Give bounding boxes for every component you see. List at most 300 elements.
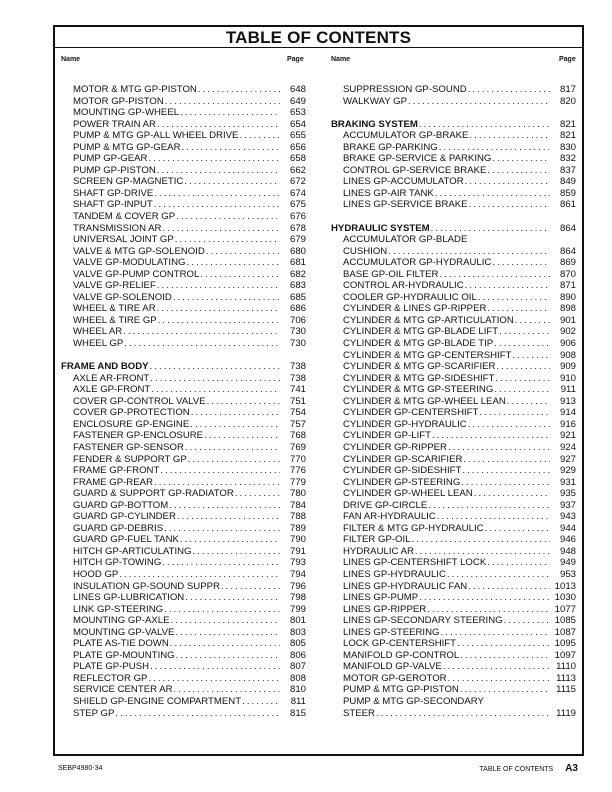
- entry-page-number: 908: [559, 349, 576, 361]
- dot-leader: [437, 511, 550, 523]
- dot-leader: [207, 396, 280, 408]
- toc-section-header[interactable]: [331, 119, 576, 131]
- toc-entry[interactable]: [61, 419, 306, 431]
- toc-entry[interactable]: [331, 465, 576, 477]
- entry-name: ACCUMULATOR GP-BLADE: [343, 234, 468, 246]
- entry-page-number: 674: [289, 187, 306, 199]
- entry-page-number: 953: [559, 568, 576, 580]
- entry-page-number: 815: [289, 707, 306, 719]
- entry-page-number: 780: [289, 488, 306, 500]
- entry-name: BRAKE GP-PARKING: [343, 141, 438, 153]
- toc-entry[interactable]: [61, 673, 306, 685]
- entry-name: TRANSMISSION AR: [73, 222, 162, 234]
- toc-entry[interactable]: [331, 430, 576, 442]
- toc-entry[interactable]: [61, 523, 306, 535]
- entry-name: VALVE GP-SOLENOID: [73, 291, 172, 303]
- toc-entry[interactable]: [61, 188, 306, 200]
- toc-entry[interactable]: [61, 257, 306, 269]
- dot-leader: [492, 153, 550, 165]
- toc-left-column: [61, 84, 306, 719]
- dot-leader: [176, 650, 280, 662]
- dot-leader: [469, 199, 550, 211]
- dot-leader: [148, 153, 280, 165]
- toc-entry[interactable]: [331, 396, 576, 408]
- dot-leader: [428, 500, 550, 512]
- toc-entry[interactable]: [61, 96, 306, 108]
- toc-entry[interactable]: [61, 269, 306, 281]
- toc-entry[interactable]: [61, 581, 306, 593]
- entry-page-number: 791: [289, 545, 306, 557]
- entry-name: TANDEM & COVER GP: [73, 211, 176, 223]
- toc-frame: [53, 25, 584, 756]
- section-spacer: [61, 350, 306, 362]
- toc-entry[interactable]: [331, 523, 576, 535]
- dot-leader: [176, 211, 280, 223]
- entry-page-number: 658: [289, 153, 306, 165]
- dot-leader: [443, 661, 550, 673]
- entry-page-number: 730: [289, 338, 306, 350]
- toc-entry[interactable]: [331, 638, 576, 650]
- entry-name: PUMP GP-PISTON: [73, 164, 156, 176]
- dot-leader: [160, 465, 280, 477]
- left-page-header: Page: [287, 56, 304, 63]
- dot-leader: [494, 338, 550, 350]
- toc-entry[interactable]: [61, 615, 306, 627]
- entry-page-number: 1077: [554, 603, 576, 615]
- toc-entry[interactable]: [61, 107, 306, 119]
- entry-name: HYDRAULIC AR: [343, 545, 414, 557]
- toc-entry[interactable]: [61, 684, 306, 696]
- entry-page-number: 935: [559, 488, 576, 500]
- entry-name: MOTOR GP-GEROTOR: [343, 672, 447, 684]
- toc-entry[interactable]: [331, 303, 576, 315]
- entry-name: FASTENER GP-SENSOR: [73, 441, 184, 453]
- entry-name: LINES GP-PUMP: [343, 592, 419, 604]
- entry-page-number: 801: [289, 615, 306, 627]
- toc-entry[interactable]: [331, 488, 576, 500]
- dot-leader: [190, 419, 280, 431]
- entry-name: CYLINDER & LINES GP-RIPPER: [343, 303, 487, 315]
- dot-leader: [462, 465, 550, 477]
- entry-page-number: 909: [559, 361, 576, 373]
- toc-entry[interactable]: [61, 430, 306, 442]
- toc-entry[interactable]: [331, 604, 576, 616]
- entry-page-number: 817: [559, 84, 576, 95]
- entry-page-number: 796: [289, 580, 306, 592]
- entry-page-number: 784: [289, 499, 306, 511]
- entry-page-number: 654: [289, 118, 306, 130]
- dot-leader: [184, 176, 280, 188]
- entry-page-number: 680: [289, 245, 306, 257]
- toc-entry[interactable]: [331, 292, 576, 304]
- dot-leader: [474, 488, 550, 500]
- toc-entry[interactable]: [61, 223, 306, 235]
- toc-entry[interactable]: [331, 130, 576, 142]
- entry-name: CYLINDER & MTG GP-STEERING: [343, 384, 494, 396]
- toc-entry[interactable]: [331, 442, 576, 454]
- entry-name: CONTROL AR-HYDRAULIC: [343, 280, 464, 292]
- toc-entry[interactable]: [61, 292, 306, 304]
- toc-section-header[interactable]: [331, 223, 576, 235]
- toc-entry[interactable]: [331, 361, 576, 373]
- entry-name: LINES GP-HYDRAULIC: [343, 568, 446, 580]
- dot-leader: [487, 165, 550, 177]
- toc-entry[interactable]: [61, 199, 306, 211]
- toc-entry[interactable]: [331, 384, 576, 396]
- toc-entry[interactable]: [61, 650, 306, 662]
- entry-name: CYLINDER GP-SCARIFIER: [343, 453, 463, 465]
- toc-entry[interactable]: [331, 269, 576, 281]
- toc-entry[interactable]: [331, 569, 576, 581]
- toc-entry[interactable]: [61, 454, 306, 466]
- toc-entry[interactable]: [331, 199, 576, 211]
- toc-entry[interactable]: [331, 176, 576, 188]
- toc-entry[interactable]: [61, 130, 306, 142]
- toc-entry[interactable]: [331, 315, 576, 327]
- dot-leader: [504, 615, 550, 627]
- entry-page-number: 921: [559, 430, 576, 442]
- entry-page-number: 672: [289, 176, 306, 188]
- entry-name: WHEEL & TIRE AR: [73, 303, 156, 315]
- entry-page-number: 1030: [554, 592, 576, 604]
- toc-entry[interactable]: [61, 84, 306, 96]
- toc-entry[interactable]: [61, 569, 306, 581]
- toc-entry[interactable]: [331, 500, 576, 512]
- entry-name: COVER GP-PROTECTION: [73, 407, 190, 419]
- toc-entry[interactable]: [331, 407, 576, 419]
- toc-entry[interactable]: [61, 442, 306, 454]
- entry-name: CYLINDER GP-HYDRAULIC: [343, 418, 467, 430]
- entry-page-number: 914: [559, 407, 576, 419]
- entry-name: BASE GP-OIL FILTER: [343, 268, 439, 280]
- entry-name: CYLINDER & MTG GP-CENTERSHIFT: [343, 349, 512, 361]
- toc-entry[interactable]: [61, 373, 306, 385]
- dot-leader: [448, 673, 550, 685]
- entry-page-number: 821: [559, 130, 576, 142]
- entry-name: HITCH GP-ARTICULATING: [73, 545, 192, 557]
- entry-name: ENCLOSURE GP-ENGINE: [73, 418, 190, 430]
- entry-name: SERVICE CENTER AR: [73, 684, 173, 696]
- entry-page-number: 754: [289, 407, 306, 419]
- entry-page-number: 649: [289, 95, 306, 107]
- toc-entry[interactable]: [331, 257, 576, 269]
- entry-page-number: 1097: [554, 649, 576, 661]
- toc-entry[interactable]: [61, 176, 306, 188]
- dot-leader: [154, 188, 280, 200]
- toc-entry[interactable]: [61, 315, 306, 327]
- toc-entry[interactable]: [61, 465, 306, 477]
- toc-entry[interactable]: [61, 119, 306, 131]
- dot-leader: [465, 176, 550, 188]
- entry-page-number: 793: [289, 557, 306, 569]
- toc-entry[interactable]: [331, 546, 576, 558]
- dot-leader: [376, 708, 550, 720]
- dot-leader: [439, 142, 550, 154]
- dot-leader: [221, 581, 280, 593]
- entry-name: LINES GP-HYDRAULIC FAN: [343, 580, 468, 592]
- entry-page-number: 924: [559, 441, 576, 453]
- entry-name: REFLECTOR GP: [73, 672, 148, 684]
- entry-page-number: 751: [289, 395, 306, 407]
- toc-entry[interactable]: [331, 153, 576, 165]
- entry-page-number: 741: [289, 384, 306, 396]
- entry-page-number: 859: [559, 187, 576, 199]
- toc-entry[interactable]: [331, 696, 576, 708]
- toc-entry[interactable]: [61, 661, 306, 673]
- entry-name: VALVE & MTG GP-SOLENOID: [73, 245, 205, 257]
- toc-entry[interactable]: [61, 488, 306, 500]
- entry-page-number: 864: [559, 245, 576, 257]
- dot-leader: [419, 119, 550, 131]
- toc-entry[interactable]: [331, 661, 576, 673]
- entry-name: INSULATION GP-SOUND SUPPR: [73, 580, 220, 592]
- entry-page-number: 798: [289, 592, 306, 604]
- entry-page-number: 686: [289, 303, 306, 315]
- toc-entry[interactable]: [331, 581, 576, 593]
- entry-name: CYLINDER & MTG GP-BLADE LIFT: [343, 326, 499, 338]
- toc-entry[interactable]: [331, 557, 576, 569]
- toc-entry[interactable]: [331, 84, 576, 96]
- toc-entry[interactable]: [331, 350, 576, 362]
- toc-entry[interactable]: [331, 246, 576, 258]
- entry-page-number: 768: [289, 430, 306, 442]
- entry-name: HYDRAULIC SYSTEM: [331, 222, 430, 234]
- toc-entry[interactable]: [61, 303, 306, 315]
- entry-name: FAN AR-HYDRAULIC: [343, 511, 436, 523]
- toc-entry[interactable]: [61, 511, 306, 523]
- dot-leader: [163, 223, 281, 235]
- toc-entry[interactable]: [61, 246, 306, 258]
- toc-entry[interactable]: [331, 96, 576, 108]
- entry-name: BRAKE GP-SERVICE & PARKING: [343, 153, 492, 165]
- entry-page-number: 656: [289, 141, 306, 153]
- dot-leader: [460, 650, 550, 662]
- dot-leader: [162, 557, 280, 569]
- dot-leader: [427, 604, 550, 616]
- dot-leader: [495, 373, 550, 385]
- entry-page-number: 790: [289, 534, 306, 546]
- toc-entry[interactable]: [331, 165, 576, 177]
- entry-page-number: [554, 696, 576, 708]
- dot-leader: [170, 615, 280, 627]
- dot-leader: [185, 592, 280, 604]
- entry-page-number: 1095: [554, 638, 576, 650]
- right-page-header: Page: [559, 56, 576, 63]
- toc-entry[interactable]: [61, 142, 306, 154]
- entry-name: HOOD GP: [73, 568, 119, 580]
- entry-name: GUARD GP-DEBRIS: [73, 522, 164, 534]
- entry-name: SHAFT GP-INPUT: [73, 199, 153, 211]
- entry-page-number: 779: [289, 476, 306, 488]
- entry-name: LINES GP-ACCUMULATOR: [343, 176, 464, 188]
- right-name-header: Name: [331, 56, 351, 63]
- entry-name: MOTOR GP-PISTON: [73, 95, 164, 107]
- entry-page-number: 655: [289, 130, 306, 142]
- dot-leader: [465, 280, 550, 292]
- toc-entry[interactable]: [331, 142, 576, 154]
- dot-leader: [485, 523, 550, 535]
- dot-leader: [164, 604, 280, 616]
- entry-name: MOUNTING GP-VALVE: [73, 626, 175, 638]
- entry-name: UNIVERSAL JOINT GP: [73, 234, 174, 246]
- dot-leader: [468, 419, 550, 431]
- entry-page-number: 837: [559, 164, 576, 176]
- entry-name: CYLINDER & MTG GP-SCARIFIER: [343, 361, 496, 373]
- dot-leader: [182, 142, 281, 154]
- section-spacer: [331, 211, 576, 223]
- toc-entry[interactable]: [61, 592, 306, 604]
- toc-entry[interactable]: [331, 188, 576, 200]
- dot-leader: [468, 581, 550, 593]
- dot-leader: [185, 442, 280, 454]
- toc-entry[interactable]: [61, 396, 306, 408]
- entry-name: FRAME AND BODY: [61, 361, 149, 373]
- toc-entry[interactable]: [61, 234, 306, 246]
- entry-name: LINES GP-SERVICE BRAKE: [343, 199, 468, 211]
- entry-page-number: 789: [289, 522, 306, 534]
- entry-page-number: 906: [559, 338, 576, 350]
- toc-entry[interactable]: [331, 454, 576, 466]
- dot-leader: [487, 557, 550, 569]
- toc-entry[interactable]: [61, 165, 306, 177]
- entry-page-number: 821: [559, 118, 576, 130]
- toc-right-column: [331, 84, 576, 719]
- dot-leader: [507, 396, 550, 408]
- toc-entry[interactable]: [61, 546, 306, 558]
- entry-page-number: 662: [289, 164, 306, 176]
- toc-entry[interactable]: [61, 384, 306, 396]
- toc-entry[interactable]: [61, 708, 306, 720]
- dot-leader: [200, 269, 280, 281]
- entry-page-number: 861: [559, 199, 576, 211]
- dot-leader: [123, 326, 280, 338]
- toc-entry[interactable]: [331, 326, 576, 338]
- toc-entry[interactable]: [61, 338, 306, 350]
- dot-leader: [119, 569, 280, 581]
- entry-page-number: 806: [289, 649, 306, 661]
- toc-entry[interactable]: [331, 419, 576, 431]
- entry-page-number: 1013: [554, 580, 576, 592]
- toc-entry[interactable]: [61, 696, 306, 708]
- entry-name: FENDER & SUPPORT GP: [73, 453, 187, 465]
- dot-leader: [515, 315, 550, 327]
- dot-leader: [485, 696, 550, 708]
- entry-name: LINES GP-RIPPER: [343, 603, 427, 615]
- entry-name: FRAME GP-REAR: [73, 476, 153, 488]
- dot-leader: [204, 430, 280, 442]
- toc-entry[interactable]: [61, 280, 306, 292]
- dot-leader: [175, 234, 280, 246]
- toc-entry[interactable]: [61, 627, 306, 639]
- toc-entry[interactable]: [61, 211, 306, 223]
- entry-page-number: 805: [289, 638, 306, 650]
- toc-entry[interactable]: [331, 627, 576, 639]
- entry-page-number: 794: [289, 568, 306, 580]
- entry-page-number: 1087: [554, 626, 576, 638]
- entry-page-number: 1110: [556, 661, 576, 673]
- entry-page-number: 1119: [556, 707, 576, 719]
- toc-entry[interactable]: [331, 615, 576, 627]
- toc-entry[interactable]: [61, 557, 306, 569]
- dot-leader: [460, 684, 550, 696]
- entry-page-number: 683: [289, 280, 306, 292]
- toc-entry[interactable]: [331, 684, 576, 696]
- toc-entry[interactable]: [61, 407, 306, 419]
- entry-page-number: [554, 234, 576, 246]
- toc-entry[interactable]: [331, 592, 576, 604]
- entry-page-number: 788: [289, 511, 306, 523]
- toc-entry[interactable]: [331, 373, 576, 385]
- dot-leader: [431, 223, 550, 235]
- dot-leader: [157, 280, 280, 292]
- toc-entry[interactable]: [61, 500, 306, 512]
- entry-page-number: 1113: [556, 672, 576, 684]
- toc-entry[interactable]: [331, 708, 576, 720]
- toc-section-header[interactable]: [61, 361, 306, 373]
- toc-entry[interactable]: [331, 280, 576, 292]
- entry-name: CYLINDER & MTG GP-BLADE TIP: [343, 338, 494, 350]
- entry-page-number: 706: [289, 314, 306, 326]
- toc-entry[interactable]: [331, 511, 576, 523]
- toc-entry[interactable]: [61, 477, 306, 489]
- dot-leader: [148, 673, 280, 685]
- entry-name: VALVE GP-MODULATING: [73, 257, 186, 269]
- entry-name: CYLINDER GP-RIPPER: [343, 441, 447, 453]
- dot-leader: [158, 315, 280, 327]
- entry-page-number: 871: [559, 280, 576, 292]
- toc-entry[interactable]: [61, 153, 306, 165]
- entry-page-number: 675: [289, 199, 306, 211]
- dot-leader: [150, 661, 280, 673]
- toc-entry[interactable]: [331, 477, 576, 489]
- toc-entry[interactable]: [331, 234, 576, 246]
- entry-name: SCREEN GP-MAGNETIC: [73, 176, 184, 188]
- entry-name: PUMP GP-GEAR: [73, 153, 148, 165]
- toc-entry[interactable]: [331, 338, 576, 350]
- entry-page-number: 864: [559, 222, 576, 234]
- entry-name: CYLINDER & MTG GP-SIDESHIFT: [343, 372, 495, 384]
- toc-entry[interactable]: [61, 638, 306, 650]
- toc-entry[interactable]: [61, 326, 306, 338]
- dot-leader: [124, 338, 280, 350]
- entry-name: POWER TRAIN AR: [73, 118, 156, 130]
- toc-entry[interactable]: [61, 604, 306, 616]
- entry-page-number: 937: [559, 499, 576, 511]
- toc-entry[interactable]: [61, 534, 306, 546]
- entry-page-number: 648: [289, 84, 306, 95]
- dot-leader: [164, 523, 280, 535]
- entry-page-number: 902: [559, 326, 576, 338]
- dot-leader: [487, 303, 550, 315]
- dot-leader: [478, 292, 550, 304]
- entry-name: LOCK GP-CENTERSHIFT: [343, 638, 457, 650]
- toc-entry[interactable]: [331, 534, 576, 546]
- entry-name: STEP GP: [73, 707, 115, 719]
- entry-name: COOLER GP-HYDRAULIC OIL: [343, 291, 477, 303]
- dot-leader: [186, 257, 280, 269]
- dot-leader: [439, 269, 550, 281]
- dot-leader: [432, 430, 550, 442]
- entry-name: STEER: [343, 707, 375, 719]
- toc-entry[interactable]: [331, 650, 576, 662]
- entry-name: GUARD GP-FUEL TANK: [73, 534, 179, 546]
- entry-name: CYLINDER & MTG GP-ARTICULATION: [343, 314, 514, 326]
- toc-entry[interactable]: [331, 673, 576, 685]
- dot-leader: [180, 107, 280, 119]
- dot-leader: [494, 384, 550, 396]
- entry-page-number: 944: [559, 522, 576, 534]
- dot-leader: [173, 292, 280, 304]
